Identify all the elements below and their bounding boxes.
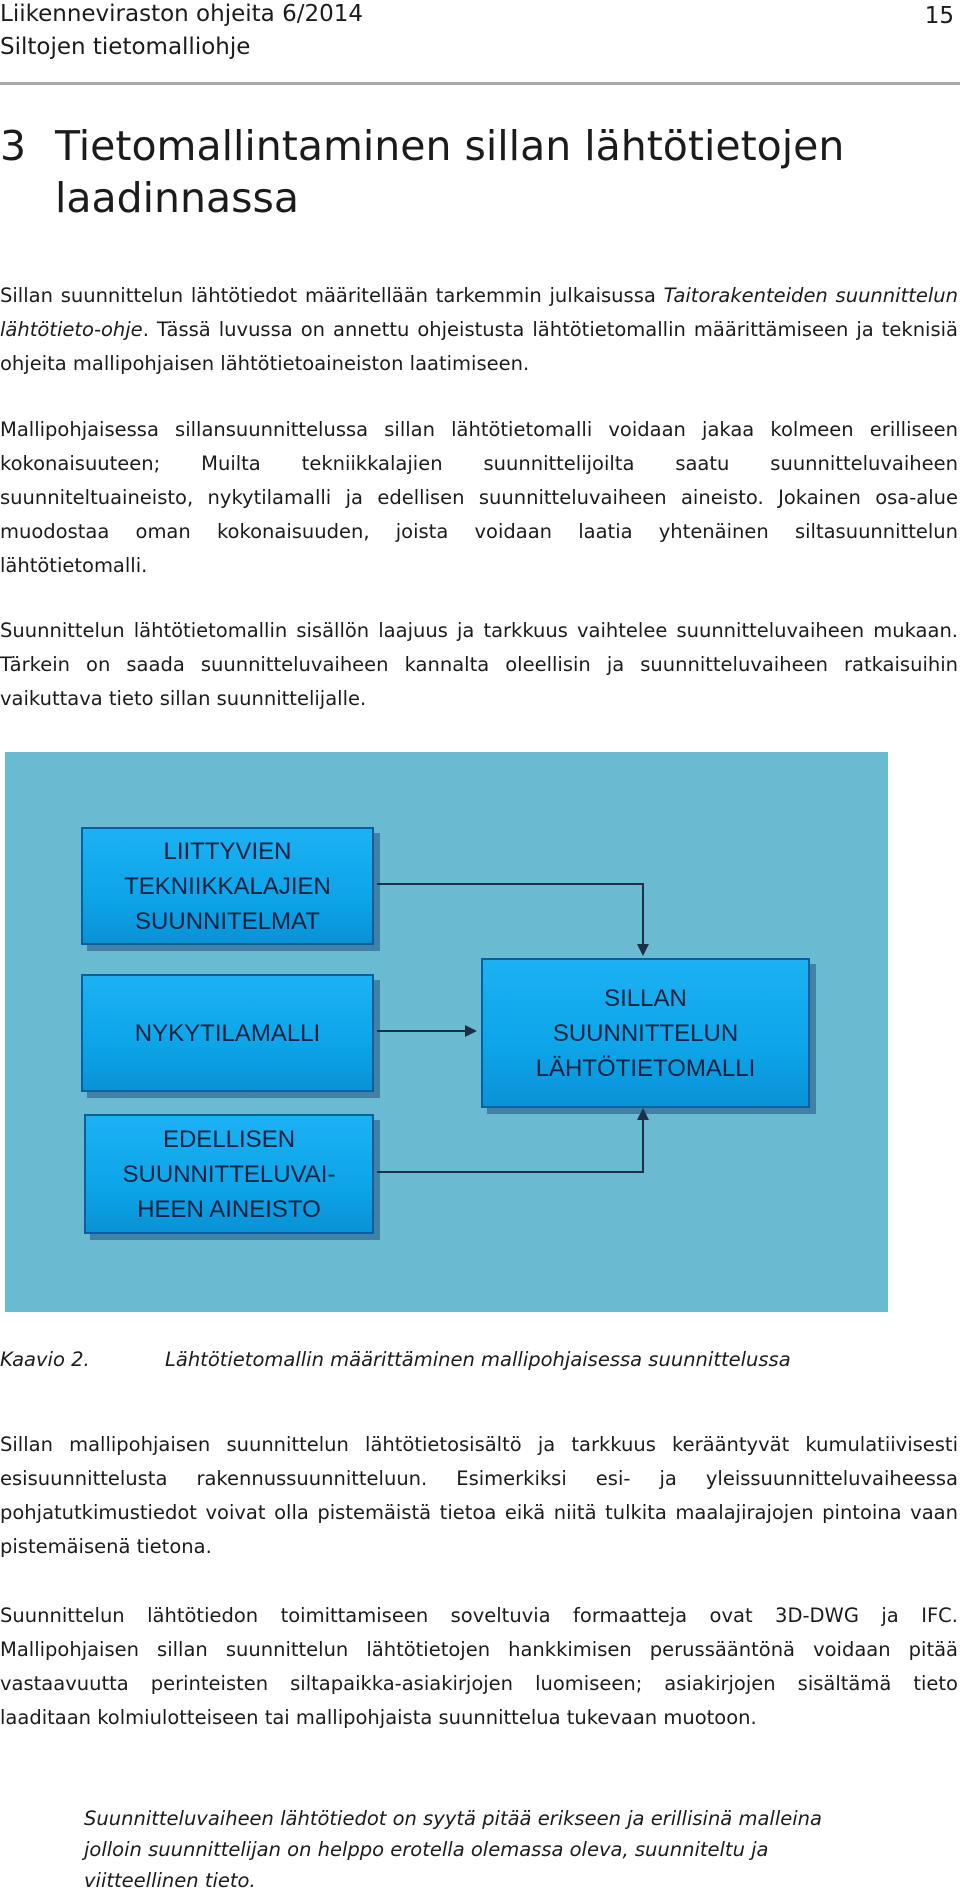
page-number: 15 [924,3,954,29]
italic-note: Suunnitteluvaiheen lähtötiedot on syytä pitää erikseen ja erillisinä malleina jolloin suunnittelijan on helppo erotella olemassa oleva, suunniteltu ja viitteellinen tieto. [84,1807,822,1892]
paragraph-model-scope: Suunnittelun lähtötietomallin sisällön laajuus ja tarkkuus vaihtelee suunnitteluvaiheen mukaan. Tärkein on saada suunnitteluvaiheen kannalta oleellisin ja suunnitteluvaiheen ratkaisuihin vaikuttava tieto sillan suunnittelijalle. [0,619,958,710]
box-bridge-model: SILLAN SUUNNITTELUN LÄHTÖTIETOMALLI [481,958,810,1108]
paragraph-model-parts: Mallipohjaisessa sillansuunnittelussa sillan lähtötietomalli voidaan jakaa kolmeen erilliseen kokonaisuuteen; Muilta tekniikkalajien suunnittelijoilta saatu suunnitteluvaiheen suunniteltuaineisto, nykytilamalli ja edellisen suunnitteluvaiheen aineisto. Jokainen osa-alue muodostaa oman kokonaisuuden, joista voidaan laatia yhtenäinen siltasuunnittelun lähtötietomalli. [0,418,958,577]
chapter-title: Tietomallintaminen sillan lähtötietojen laadinnassa [55,122,845,222]
caption-text: Lähtötietomallin määrittäminen mallipohjaisessa suunnittelussa [165,1348,791,1371]
paragraph-formats: Suunnittelun lähtötiedon toimittamiseen soveltuvia formaatteja ovat 3D-DWG ja IFC. Mallipohjaisen sillan suunnittelun lähtötietojen hankkimisen perussääntönä voidaan pitää vastaavuutta perinteisten siltapaikka-asiakirjojen luomiseen; asiakirjojen sisältämä tieto laaditaan kolmiulotteiseen tai mallipohjaista suunnittelua tukevaan muotoon. [0,1604,958,1729]
box-previous-phase: EDELLISEN SUUNNITTELUVAI- HEEN AINEISTO [84,1114,374,1234]
header-divider [0,82,960,85]
paragraph-intro-end: . Tässä luvussa on annettu ohjeistusta lähtötietomallin määrittämiseen ja teknisiä ohjeita mallipohjaisen lähtötietoaineiston laatimiseen. [0,318,958,375]
box-current-model: NYKYTILAMALLI [81,974,374,1092]
paragraph-cumulative: Sillan mallipohjaisen suunnittelun lähtötietosisältö ja tarkkuus kerääntyvät kumulatiivisesti esisuunnittelusta rakennussuunnitteluun. Esimerkiksi esi- ja yleissuunnitteluvaiheessa pohjatutkimustiedot voivat olla pistemäistä tietoa eikä niitä tulkita maalajirajojen pintoina vaan pistemäisenä tietona. [0,1433,958,1558]
caption-label: Kaavio 2. [0,1348,90,1371]
box-related-plans: LIITTYVIEN TEKNIIKKALAJIEN SUUNNITELMAT [81,827,374,945]
connector-previous-phase [377,1110,643,1172]
diagram-figure [5,752,888,1312]
publication-title: Liikenneviraston ohjeita 6/2014 [0,1,363,27]
paragraph-intro [0,279,958,381]
paragraph-intro-start: Sillan suunnittelun lähtötiedot määritellään tarkemmin julkaisussa [0,284,664,307]
connector-related-plans [377,884,643,954]
publication-subtitle: Siltojen tietomalliohje [0,34,251,60]
chapter-number: 3 [0,122,27,170]
publication-reference: Taitorakenteiden suunnittelun lähtötieto-ohje [0,284,958,341]
